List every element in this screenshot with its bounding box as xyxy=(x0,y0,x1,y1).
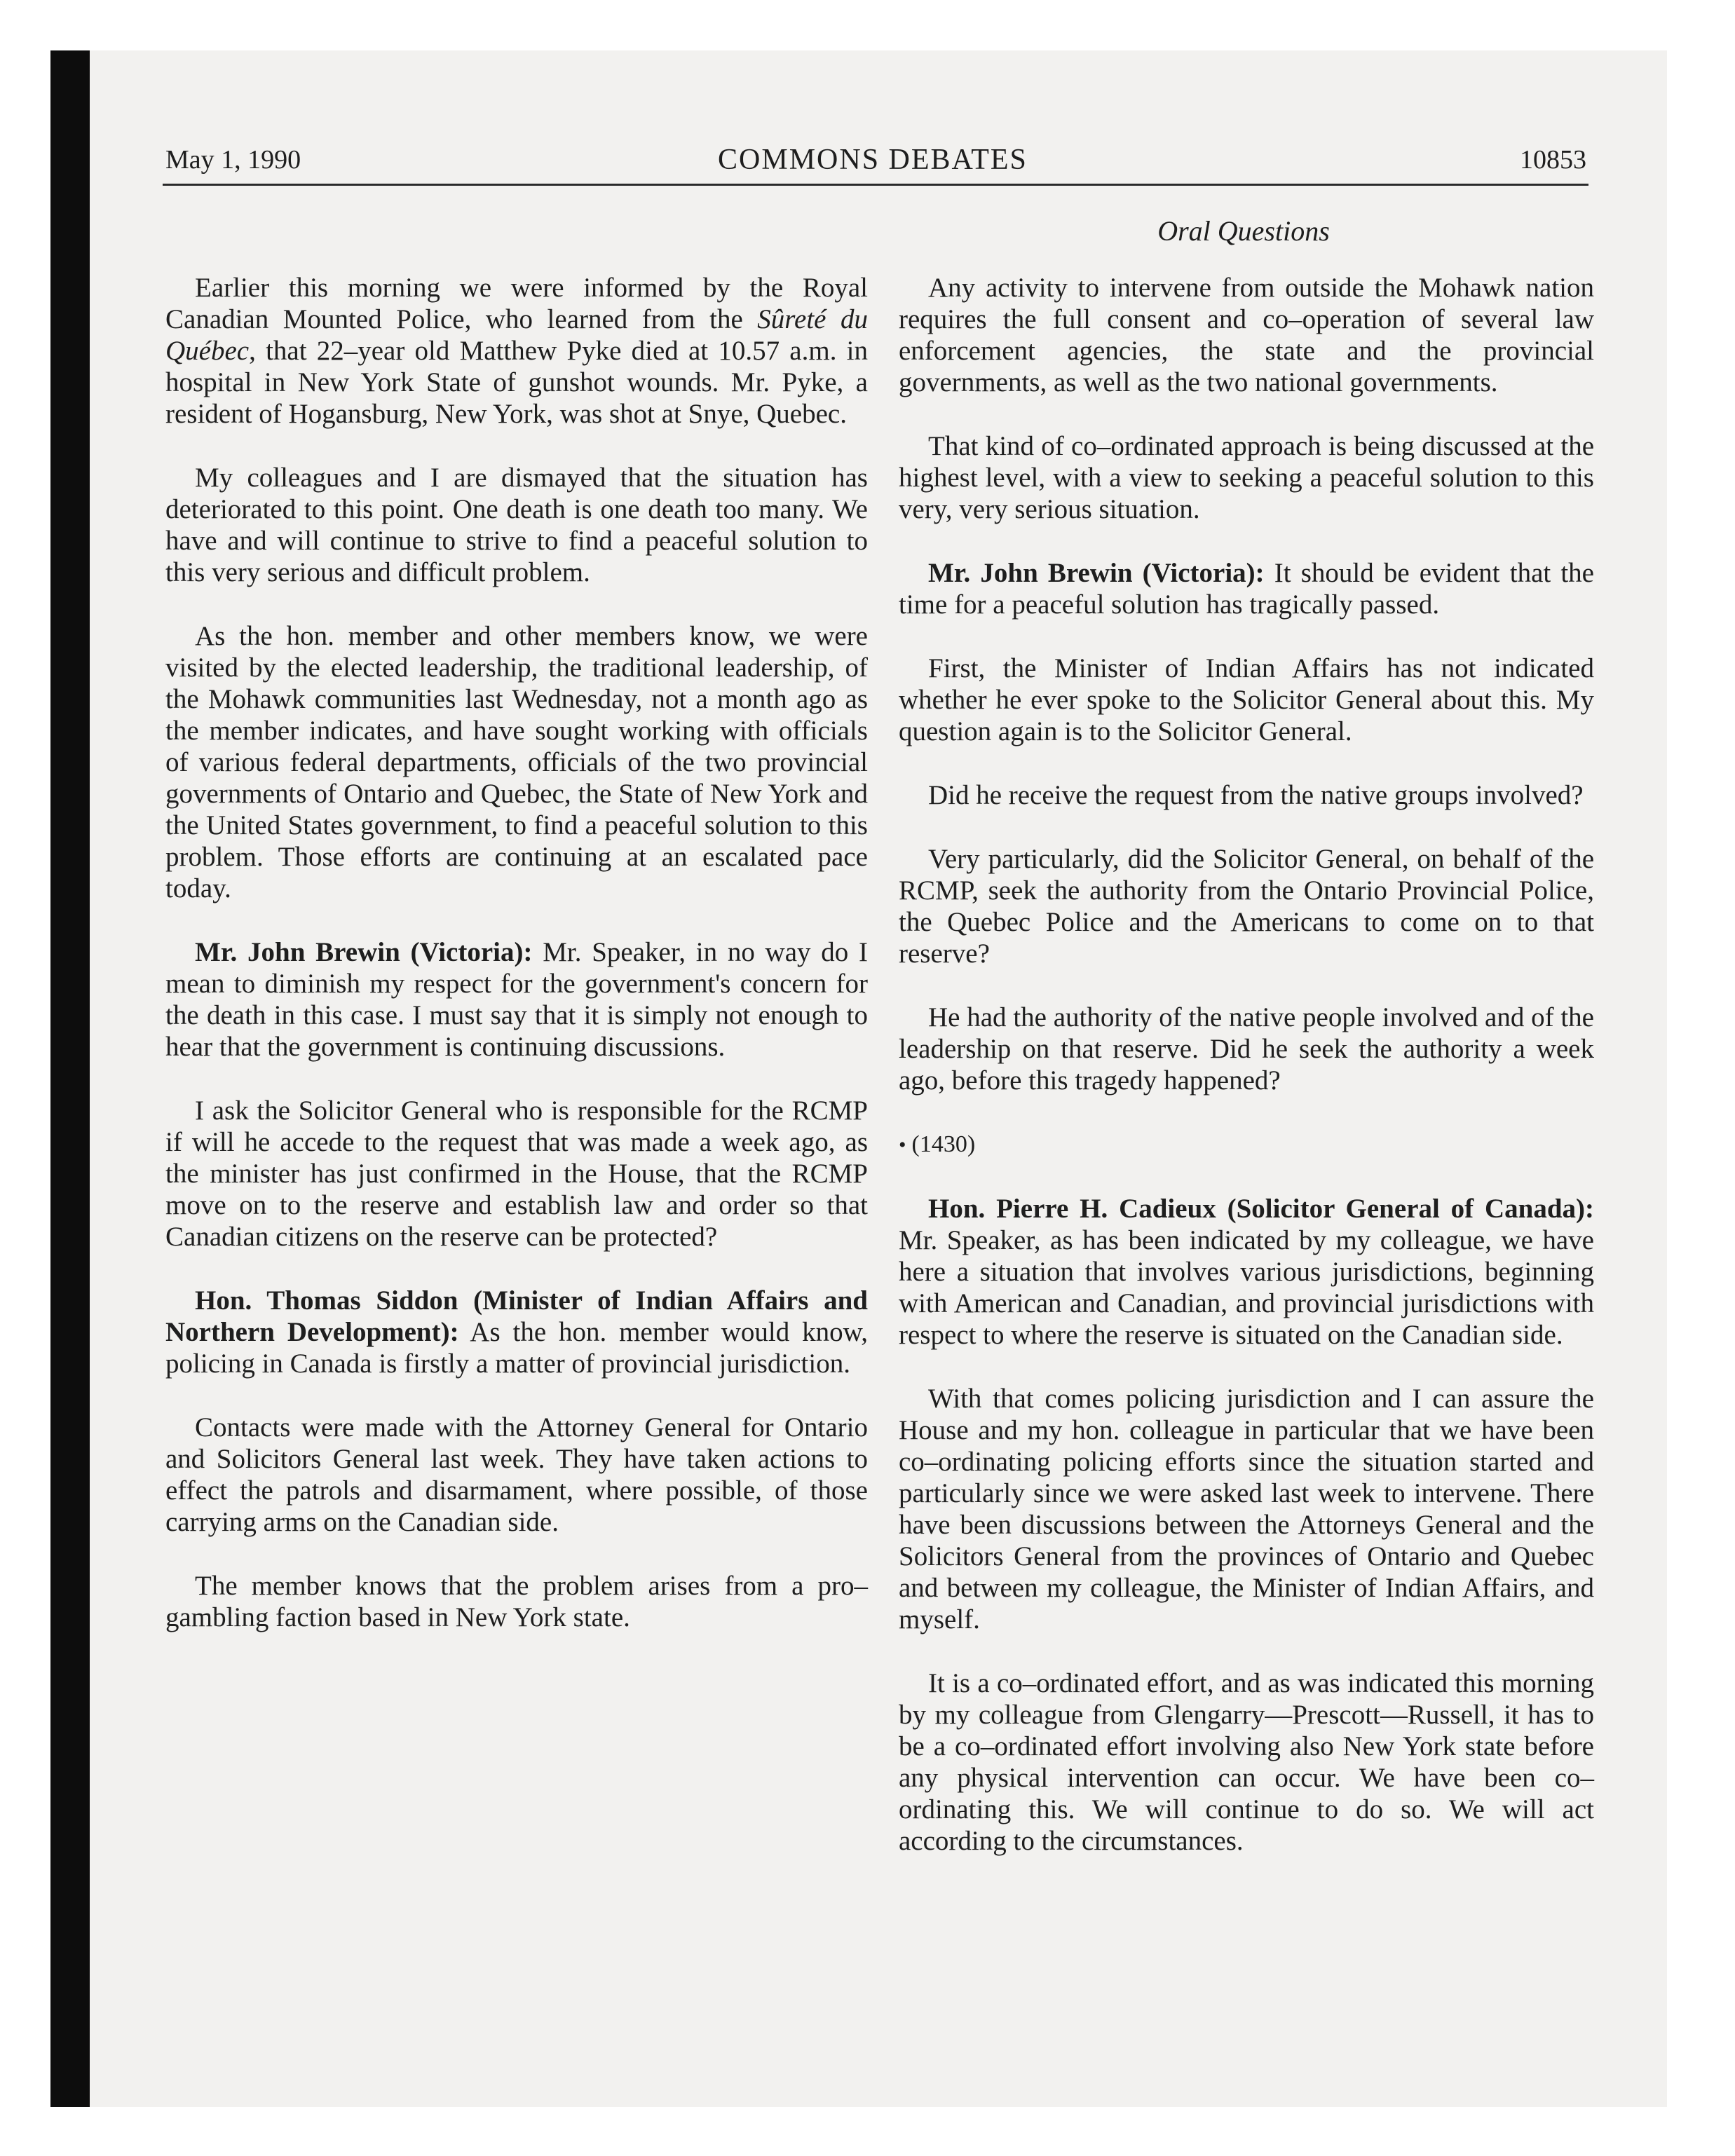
speaker-name: Hon. Thomas Siddon (Minister of Indian Affairs and Northern Development): xyxy=(165,1285,868,1347)
header-rule xyxy=(163,184,1588,186)
paragraph: Hon. Thomas Siddon (Minister of Indian Affairs and Northern Development): As the hon. member would know, policing in Canada is firstly a matter of provincial jurisdiction. xyxy=(165,1285,868,1379)
paragraph: Mr. John Brewin (Victoria): It should be evident that the time for a peaceful solution has tragically passed. xyxy=(899,558,1594,620)
paragraph: I ask the Solicitor General who is responsible for the RCMP if will he accede to the request that was made a week ago, as the minister has just confirmed in the House, that the RCMP move on to the reserve and establish law and order so that Canadian citizens on the reserve can be protected? xyxy=(165,1096,868,1252)
paragraph: First, the Minister of Indian Affairs has not indicated whether he ever spoke to the Solicitor General about this. My question again is to the Solicitor General. xyxy=(899,653,1594,746)
paragraph: Contacts were made with the Attorney General for Ontario and Solicitors General last week. They have taken actions to effect the patrols and disarmament, where possible, of those carrying arms on the Canadian side. xyxy=(165,1412,868,1537)
right-column xyxy=(899,272,1594,1889)
scan-edge-shadow xyxy=(50,50,90,2107)
paragraph: The member knows that the problem arises from a pro–gambling faction based in New York state. xyxy=(165,1571,868,1632)
paragraph: That kind of co–ordinated approach is being discussed at the highest level, with a view to seeking a peaceful solution to this very, very serious situation. xyxy=(899,431,1594,524)
bullet-icon: • xyxy=(899,1133,906,1157)
left-column xyxy=(165,272,868,1665)
paragraph: Hon. Pierre H. Cadieux (Solicitor General of Canada): Mr. Speaker, as has been indicated by my colleague, we have here a situation that involves various jurisdictions, beginning with American and Canadian, and provincial jurisdictions with respect to where the reserve is situated on the Canadian side. xyxy=(899,1194,1594,1350)
paragraph: He had the authority of the native people involved and of the leadership on that reserve. Did he seek the authority a week ago, before this tragedy happened? xyxy=(899,1002,1594,1096)
header-title: COMMONS DEBATES xyxy=(718,144,1028,176)
speaker-name: Hon. Pierre H. Cadieux (Solicitor General of Canada): xyxy=(928,1194,1594,1224)
paragraph: It is a co–ordinated effort, and as was indicated this morning by my colleague from Glengarry—Prescott—Russell, it has to be a co–ordinated effort involving also New York state before any physical intervention can occur. We have been co–ordinating this. We will continue to do so. We will act according to the circumstances. xyxy=(899,1668,1594,1856)
header-date: May 1, 1990 xyxy=(165,145,301,175)
header-page-number: 10853 xyxy=(1520,145,1586,175)
paragraph: Earlier this morning we were informed by the Royal Canadian Mounted Police, who learned from the Sûreté du Québec, that 22–year old Matthew Pyke died at 10.57 a.m. in hospital in New York State of gunshot wounds. Mr. Pyke, a resident of Hogansburg, New York, was shot at Snye, Quebec. xyxy=(165,273,868,429)
paragraph: Any activity to intervene from outside the Mohawk nation requires the full consent and co–operation of several law enforcement agencies, the state and the provincial governments, as well as the two national governments. xyxy=(899,273,1594,397)
paragraph: Did he receive the request from the native groups involved? xyxy=(928,780,1584,810)
speaker-name: Mr. John Brewin (Victoria): xyxy=(928,558,1265,588)
paragraph: As the hon. member and other members know, we were visited by the elected leadership, the traditional leadership, of the Mohawk communities last Wednesday, not a month ago as the member indicates, and have sought working with officials of various federal departments, officials of the two provincial governments of Ontario and Quebec, the State of New York and the United States government, to find a peaceful solution to this problem. Those efforts are continuing at an escalated pace today. xyxy=(165,621,868,903)
paragraph: My colleagues and I are dismayed that the situation has deteriorated to this point. One death is one death too many. We have and will continue to strive to find a peaceful solution to this very serious and difficult problem. xyxy=(165,463,868,587)
speaker-name: Mr. John Brewin (Victoria): xyxy=(195,937,533,967)
paragraph: Mr. John Brewin (Victoria): Mr. Speaker, in no way do I mean to diminish my respect for the government's concern for the death in this case. I must say that it is simply not enough to hear that the government is continuing discussions. xyxy=(165,937,868,1062)
paragraph: With that comes policing jurisdiction and I can assure the House and my hon. colleague in particular that we have been co–ordinating policing efforts since the situation started and particularly since we were asked last week to intervene. There have been discussions between the Attorneys General and the Solicitors General from the provinces of Ontario and Quebec and between my colleague, the Minister of Indian Affairs, and myself. xyxy=(899,1384,1594,1635)
paragraph: Very particularly, did the Solicitor General, on behalf of the RCMP, seek the authority from the Ontario Provincial Police, the Quebec Police and the Americans to come on to that reserve? xyxy=(899,844,1594,969)
timestamp: • (1430) xyxy=(899,1131,976,1157)
section-label: Oral Questions xyxy=(1157,215,1330,247)
